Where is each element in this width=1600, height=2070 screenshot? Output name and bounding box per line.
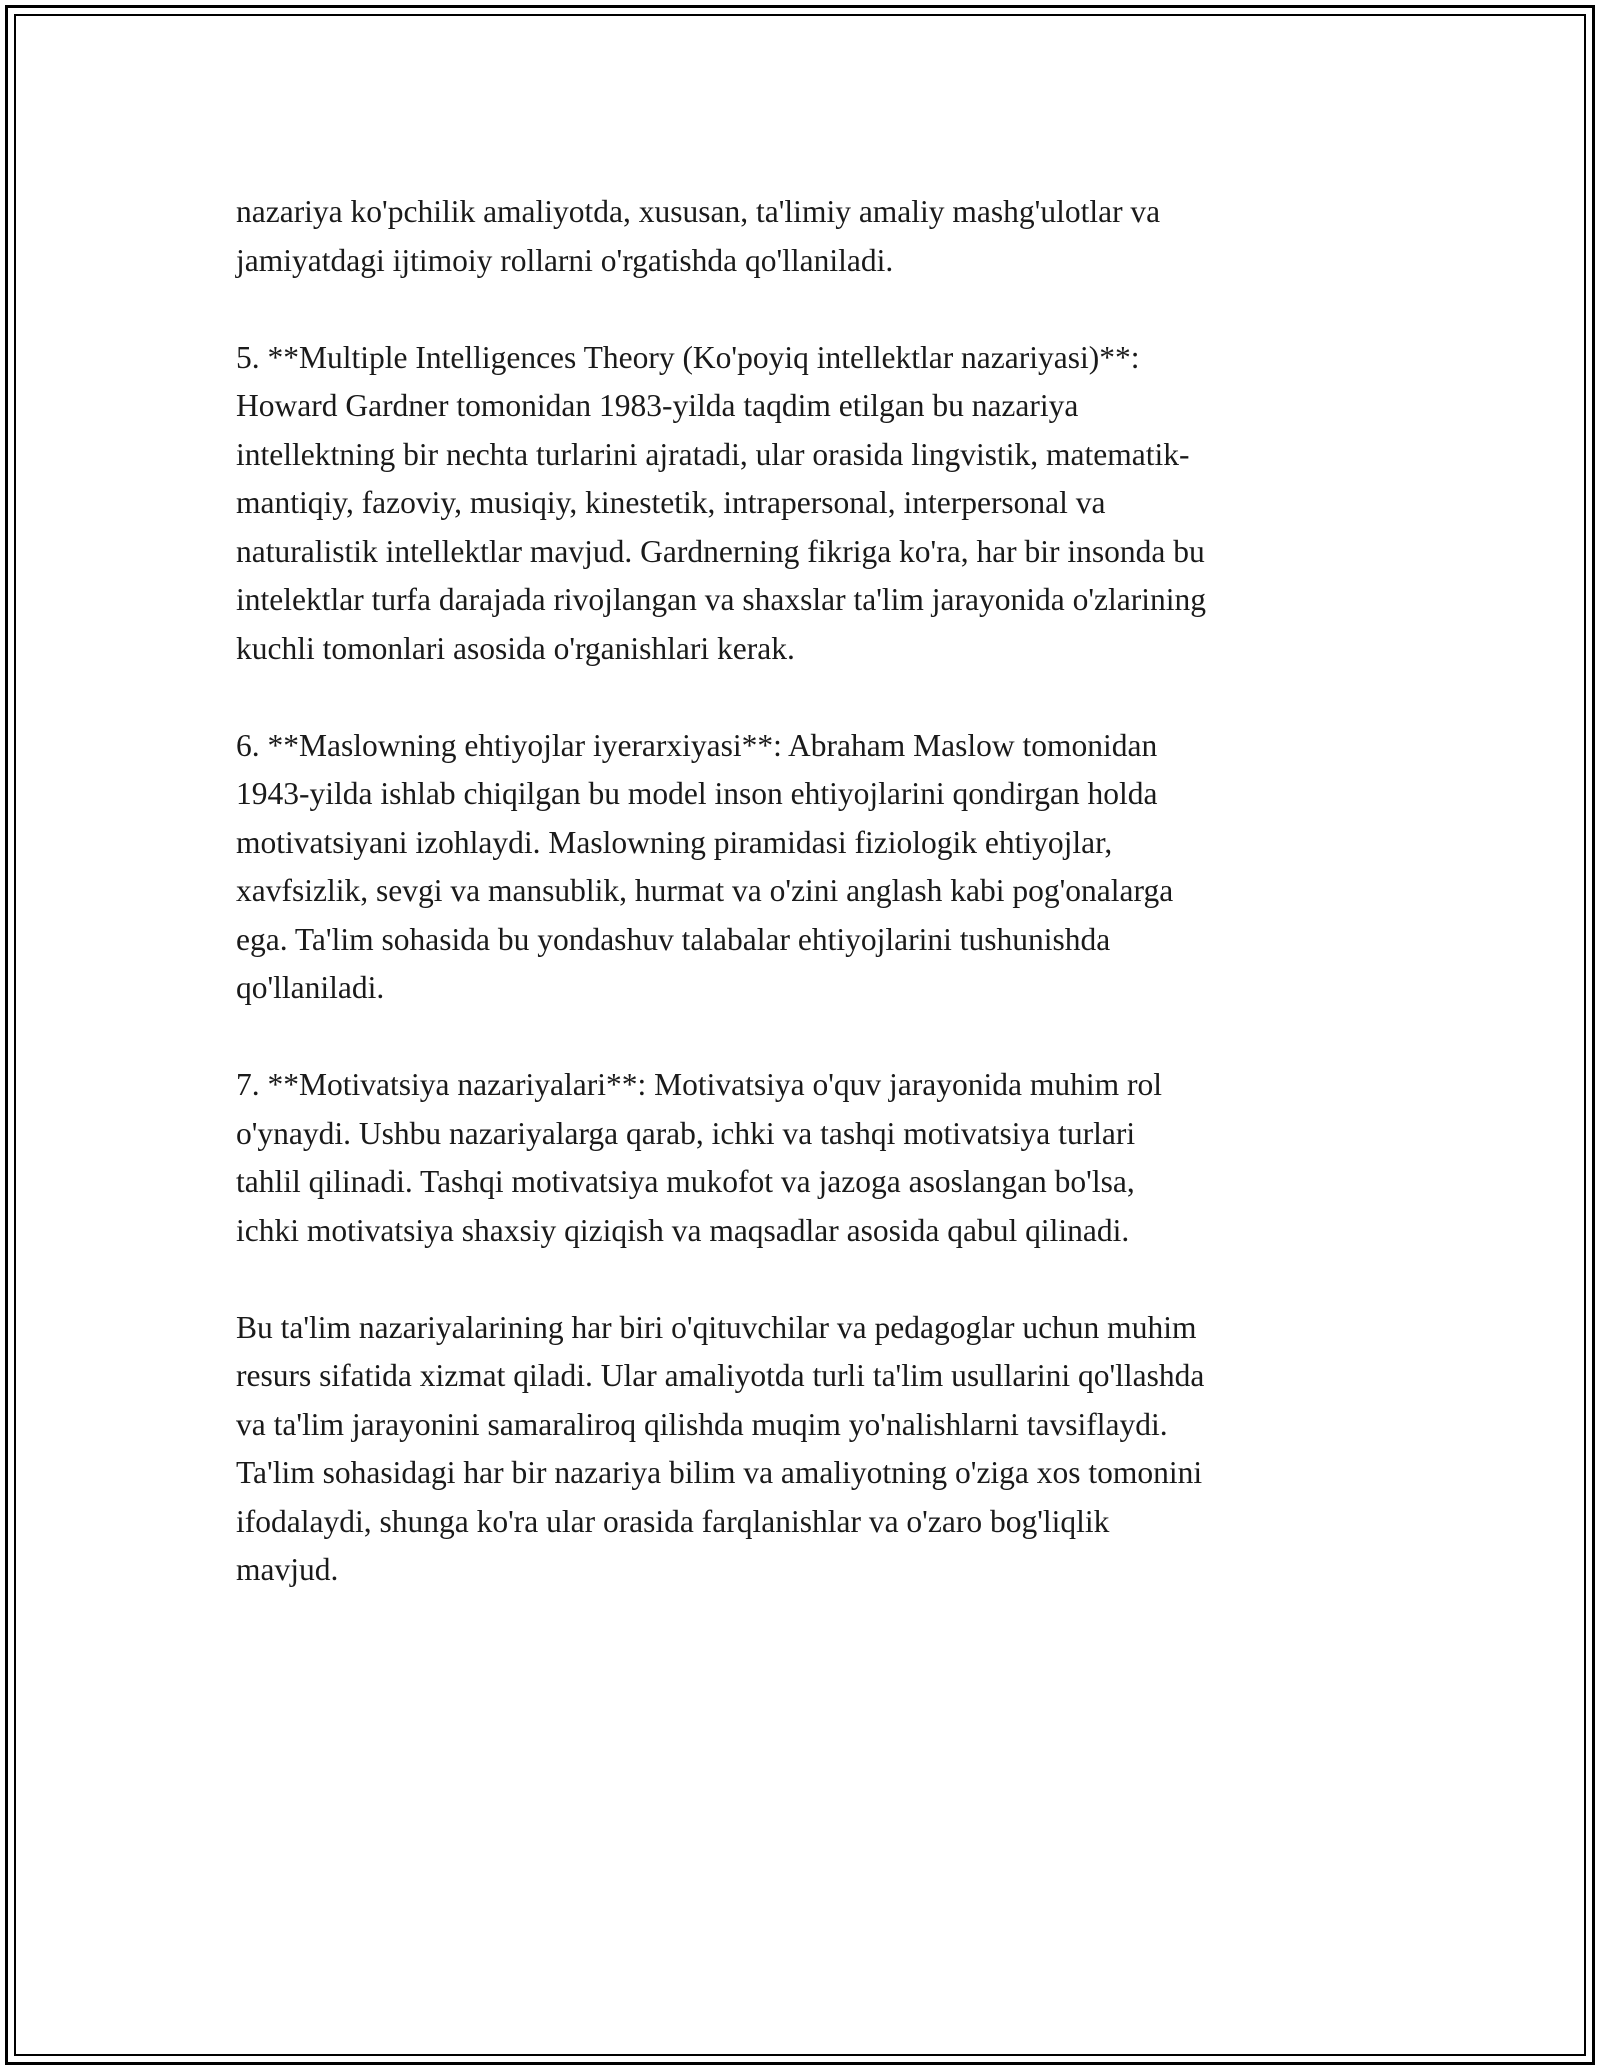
text-line: 5. **Multiple Intelligences Theory (Ko'poyiq intellektlar nazariyasi)**: <box>236 339 1140 375</box>
paragraph-continuation <box>236 188 1376 285</box>
text-line: 6. **Maslowning ehtiyojlar iyerarxiyasi**: Abraham Maslow tomonidan <box>236 727 1158 763</box>
text-line: ifodalaydi, shunga ko'ra ular orasida farqlanishlar va o'zaro bog'liqlik <box>236 1503 1110 1539</box>
paragraph-conclusion <box>236 1304 1376 1595</box>
text-line: jamiyatdagi ijtimoiy rollarni o'rgatishda qo'llaniladi. <box>236 242 894 278</box>
text-line: 1943-yilda ishlab chiqilgan bu model inson ehtiyojlarini qondirgan holda <box>236 776 1158 811</box>
text-line: 7. **Motivatsiya nazariyalari**: Motivatsiya o'quv jarayonida muhim rol <box>236 1067 1162 1102</box>
paragraph-multiple-intelligences <box>236 334 1376 674</box>
text-line: mavjud. <box>236 1552 339 1587</box>
text-line: nazariya ko'pchilik amaliyotda, xususan, ta'limiy amaliy mashg'ulotlar va <box>236 194 1161 229</box>
text-line: Bu ta'lim nazariyalarining har biri o'qituvchilar va pedagoglar uchun muhim <box>236 1309 1197 1345</box>
paragraph-motivation-theories <box>236 1061 1376 1255</box>
text-line: naturalistik intellektlar mavjud. Gardnerning fikriga ko'ra, har bir insonda bu <box>236 533 1205 569</box>
text-line: Howard Gardner tomonidan 1983-yilda taqdim etilgan bu nazariya <box>236 388 1079 423</box>
text-line: intelektlar turfa darajada rivojlangan va shaxslar ta'lim jarayonida o'zlarining <box>236 582 1206 617</box>
text-line: intellektning bir nechta turlarini ajratadi, ular orasida lingvistik, matematik- <box>236 436 1190 472</box>
text-line: kuchli tomonlari asosida o'rganishlari kerak. <box>236 630 795 666</box>
text-line: o'ynaydi. Ushbu nazariyalarga qarab, ichki va tashqi motivatsiya turlari <box>236 1115 1136 1151</box>
text-line: resurs sifatida xizmat qiladi. Ular amaliyotda turli ta'lim usullarini qo'llashda <box>236 1358 1205 1393</box>
text-line: tahlil qilinadi. Tashqi motivatsiya mukofot va jazoga asoslangan bo'lsa, <box>236 1164 1135 1199</box>
text-line: mantiqiy, fazoviy, musiqiy, kinestetik, intrapersonal, interpersonal va <box>236 485 1106 520</box>
text-line: qo'llaniladi. <box>236 970 385 1005</box>
text-line: va ta'lim jarayonini samaraliroq qilishda muqim yo'nalishlarni tavsiflaydi. <box>236 1406 1168 1442</box>
text-line: motivatsiyani izohlaydi. Maslowning piramidasi fiziologik ehtiyojlar, <box>236 824 1113 860</box>
paragraph-maslow-hierarchy <box>236 722 1376 1013</box>
document-body <box>236 188 1376 1595</box>
text-line: ichki motivatsiya shaxsiy qiziqish va maqsadlar asosida qabul qilinadi. <box>236 1212 1130 1248</box>
text-line: ega. Ta'lim sohasida bu yondashuv talabalar ehtiyojlarini tushunishda <box>236 921 1111 957</box>
text-line: xavfsizlik, sevgi va mansublik, hurmat va o'zini anglash kabi pog'onalarga <box>236 873 1174 908</box>
text-line: Ta'lim sohasidagi har bir nazariya bilim va amaliyotning o'ziga xos tomonini <box>236 1455 1203 1490</box>
